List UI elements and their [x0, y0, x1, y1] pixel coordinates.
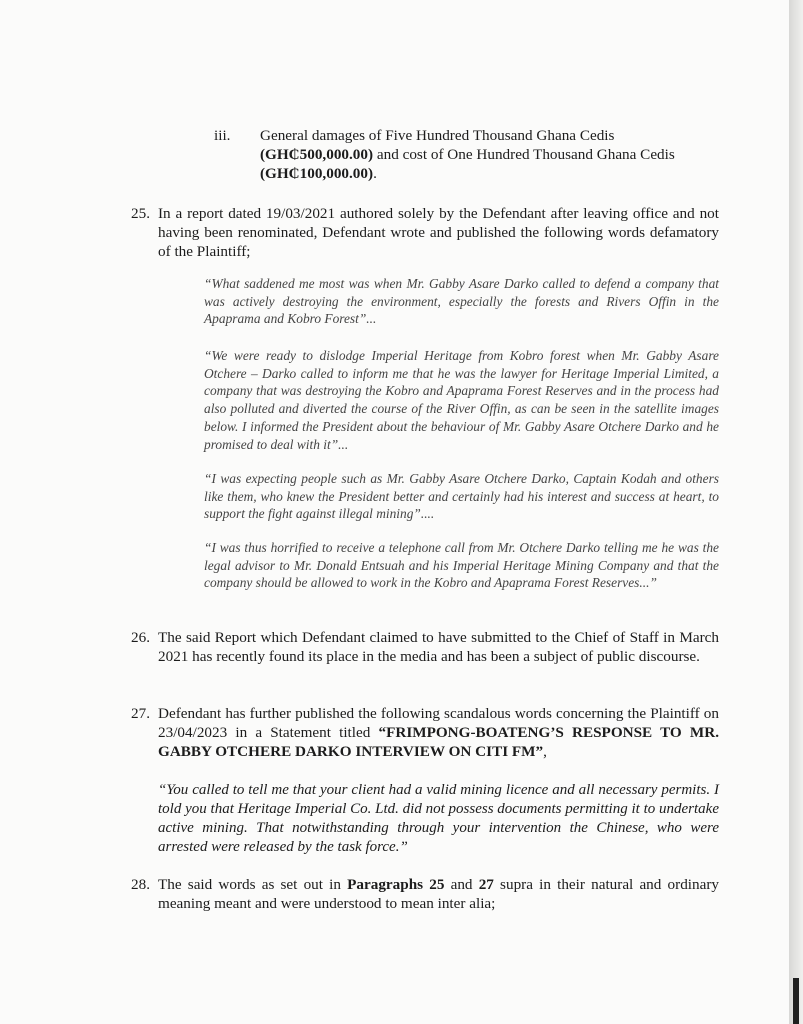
- para-26-text: The said Report which Defendant claimed to have submitted to the Chief of Staff in March 2021 has recently found its place in the media and has been a subject of public discourse.: [158, 629, 719, 665]
- para-ref-27: 27: [478, 876, 494, 893]
- list-marker-iii: iii.: [214, 127, 231, 144]
- para-27-text: [158, 704, 719, 761]
- cost-amount: (GH₵100,000.00): [260, 165, 374, 182]
- para-27-lead: Defendant has further published the following scandalous words concerning the Plaintiff on 23/04/2023 in a Statement titled: [158, 705, 719, 741]
- quote-25-4: “I was thus horrified to receive a telephone call from Mr. Otchere Darko telling me he was the legal advisor to Mr. Donald Entsuah and his Imperial Heritage Mining Company and that the company should be allowed to work in the Kobro and Apaprama Forest Reserves...”: [204, 540, 719, 591]
- para-28-number: 28.: [131, 876, 150, 893]
- para-27-number: 27.: [131, 705, 150, 722]
- scroll-tab[interactable]: [793, 978, 799, 1024]
- damages-amount: (GH₵500,000.00): [260, 146, 374, 163]
- para-28-tail: supra in their natural and ordinary meaning meant and were understood to mean inter alia;: [158, 876, 719, 912]
- para-26-number: 26.: [131, 629, 150, 646]
- page-edge: [789, 0, 803, 1024]
- para-28-lead: The said words as set out in: [158, 876, 348, 893]
- quote-25-2: “We were ready to dislodge Imperial Heritage from Kobro forest when Mr. Gabby Asare Otchere – Darko called to inform me that he was the lawyer for Heritage Imperial Limited, a company that was destroying the Kobro and Apaprama Forest Reserves and in the process had also polluted and diverted the course of the River Offin, as can be seen in the satellite images below. I informed the President about the behaviour of Mr. Gabby Asare Otchere Darko and he promised to deal with it”...: [204, 348, 719, 452]
- para-25-text: In a report dated 19/03/2021 authored solely by the Defendant after leaving office and not having been renominated, Defendant wrote and published the following words defamatory of the Plaintiff;: [158, 205, 719, 260]
- quote-25-3: “I was expecting people such as Mr. Gabby Asare Otchere Darko, Captain Kodah and others like them, who knew the President better and certainly had his interest and success at heart, to support the fight against illegal mining”....: [204, 471, 719, 522]
- para-28-mid: and: [444, 876, 479, 893]
- para-ref-25: Paragraphs 25: [347, 876, 445, 893]
- quote-27: “You called to tell me that your client had a valid mining licence and all necessary permits. I told you that Heritage Imperial Co. Ltd. did not possess documents permitting it to undertake active mining. That notwithstanding through your intervention the Chinese, who were arrested were released by the task force.”: [158, 782, 719, 855]
- para-28-text: [158, 875, 719, 913]
- para-25-number: 25.: [131, 205, 150, 222]
- statement-title: “FRIMPONG-BOATENG’S RESPONSE TO MR. GABBY OTCHERE DARKO INTERVIEW ON CITI FM”: [158, 724, 719, 760]
- item-iii-text: [260, 126, 720, 183]
- item-iii-line3: .: [373, 165, 377, 182]
- para-27-tail: ,: [543, 743, 547, 760]
- quote-25-1: “What saddened me most was when Mr. Gabby Asare Darko called to defend a company that was actively destroying the environment, especially the forests and Rivers Offin in the Apaprama and Kobro Forest”...: [204, 276, 719, 327]
- item-iii-line2: and cost of One Hundred Thousand Ghana Cedis: [373, 146, 675, 163]
- item-iii-line1: General damages of Five Hundred Thousand Ghana Cedis: [260, 127, 615, 144]
